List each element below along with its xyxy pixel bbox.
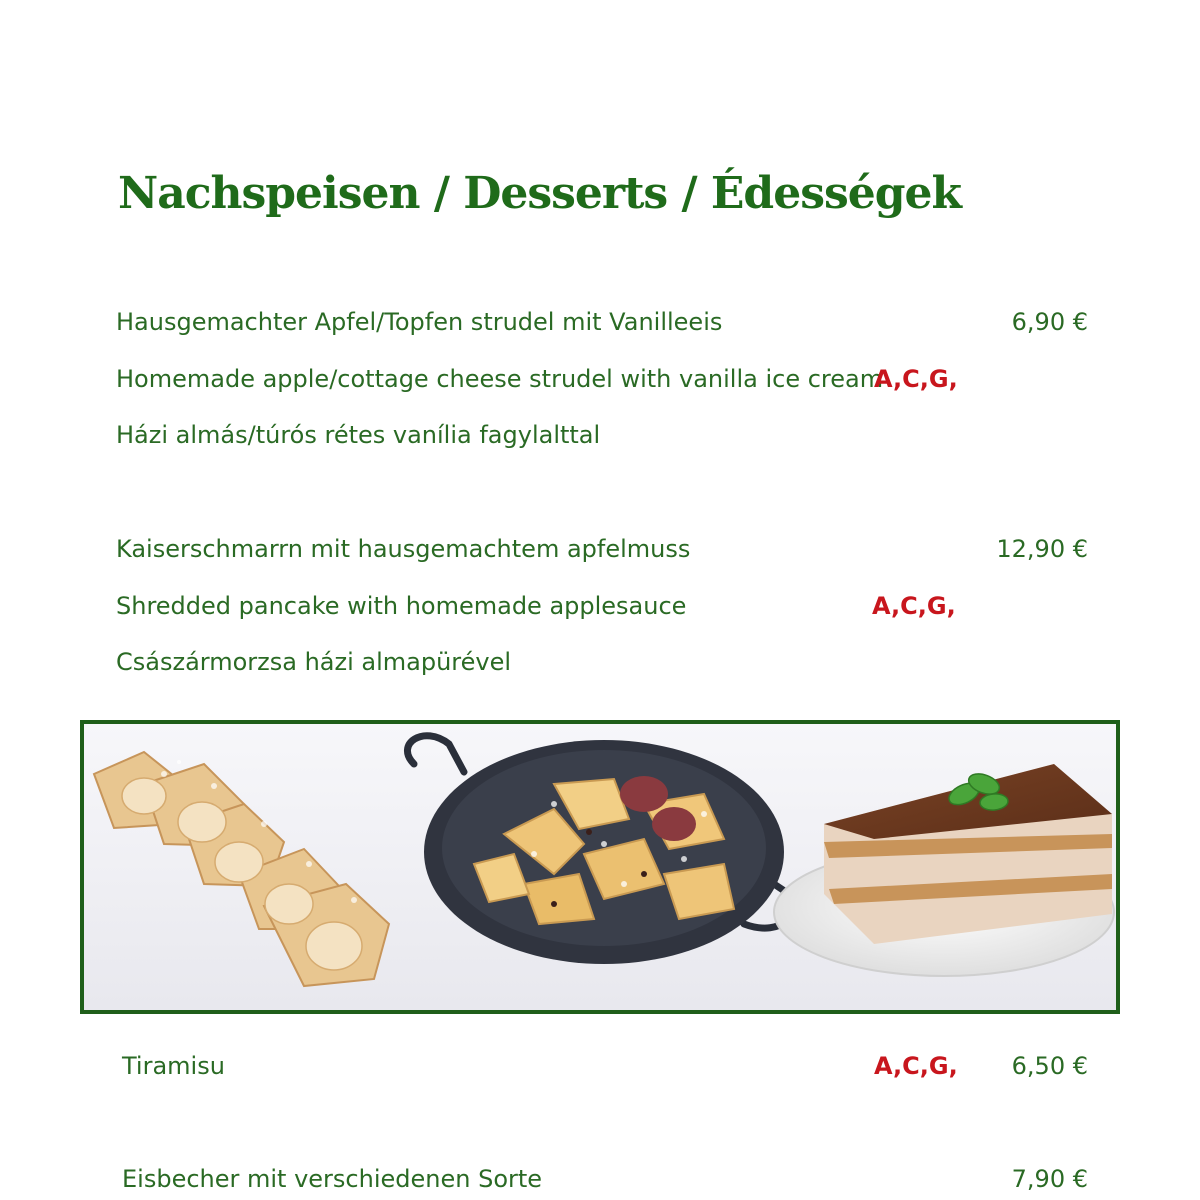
menu-title: Nachspeisen / Desserts / Édességek [118, 168, 961, 219]
item-strudel-name-de: Hausgemachter Apfel/Topfen strudel mit Vanilleeis [116, 308, 723, 336]
item-kaiserschmarrn-price: 12,90 € [996, 535, 1088, 563]
item-eisbecher-name: Eisbecher mit verschiedenen Sorte [122, 1165, 543, 1193]
item-eisbecher-price: 7,90 € [1011, 1165, 1088, 1193]
item-strudel-name-en: Homemade apple/cottage cheese strudel with vanilla ice cream [116, 365, 884, 393]
item-strudel-price: 6,90 € [1011, 308, 1088, 336]
dessert-photo-banner [80, 720, 1120, 1014]
item-kaiserschmarrn-name-de: Kaiserschmarrn mit hausgemachtem apfelmuss [116, 535, 691, 563]
item-kaiserschmarrn-name-hu: Császármorzsa házi almapürével [116, 648, 512, 676]
item-kaiserschmarrn-name-en: Shredded pancake with homemade applesauce [116, 592, 687, 620]
item-tiramisu-name: Tiramisu [122, 1052, 225, 1080]
item-tiramisu-price: 6,50 € [1011, 1052, 1088, 1080]
item-strudel-allergens: A,C,G, [874, 365, 958, 393]
item-tiramisu-allergens: A,C,G, [874, 1052, 958, 1080]
item-kaiserschmarrn-allergens: A,C,G, [872, 592, 956, 620]
item-strudel-name-hu: Házi almás/túrós rétes vanília fagylalttal [116, 421, 601, 449]
